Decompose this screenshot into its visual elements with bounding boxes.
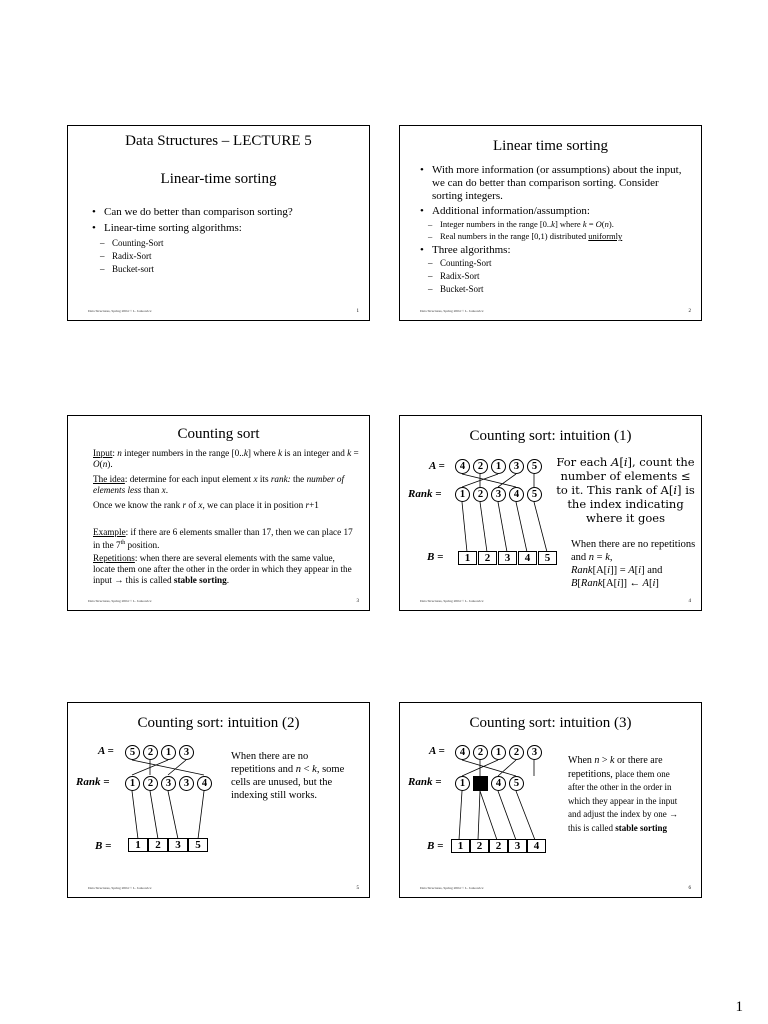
array-b-cell: 3 [498, 551, 517, 565]
array-a-cell: 2 [473, 745, 488, 760]
slide-footer: Data Structures, Spring 2004 © L. Joskowicz [88, 886, 152, 890]
array-b-cell: 1 [458, 551, 477, 565]
slide-number: 4 [688, 599, 691, 604]
rank-cell: 4 [509, 487, 524, 502]
rank-cell: 4 [197, 776, 212, 791]
array-b-cell: 5 [538, 551, 557, 565]
slide-5 [67, 702, 370, 898]
array-b-cell: 1 [128, 838, 148, 852]
rank-cell: 4 [491, 776, 506, 791]
bullet: • With more information (or assumptions) about the input, we can do better than comparison sorting. Consider sorting integers. [420, 164, 689, 203]
slide-2-title: Linear time sorting [493, 138, 608, 154]
sub-bullet: – Counting-Sort [420, 257, 689, 270]
connector-line [132, 760, 204, 775]
array-b-cell: 5 [188, 838, 208, 852]
slide-footer: Data Structures, Spring 2004 © L. Joskowicz [88, 309, 152, 313]
array-b-cell: 2 [489, 839, 508, 853]
sub-bullet: – Real numbers in the range [0,1) distributed uniformly [420, 230, 689, 242]
connector-line [198, 791, 204, 839]
array-b-cell: 2 [148, 838, 168, 852]
rank-cell: 1 [455, 487, 470, 502]
slide-3 [67, 415, 370, 611]
slide-number: 6 [688, 886, 691, 891]
bullet: • Three algorithms: [420, 244, 689, 257]
array-a-cell: 4 [455, 459, 470, 474]
rank-cell: 1 [455, 776, 470, 791]
slide-number: 5 [356, 886, 359, 891]
array-b-label: B = [95, 840, 112, 852]
array-b-cell: 2 [478, 551, 497, 565]
slide-4 [399, 415, 702, 611]
rank-cell: 3 [161, 776, 176, 791]
connector-line [132, 791, 138, 839]
array-a-label: A = [98, 745, 114, 757]
array-a-cell: 3 [179, 745, 194, 760]
connector-line [516, 502, 527, 552]
paragraph-example: Example: if there are 6 elements smaller than 17, then we can place 17 in the 7th position. [93, 527, 353, 551]
sub-bullet: – Radix-Sort [420, 270, 689, 283]
array-a-cell: 1 [491, 745, 506, 760]
array-b-label: B = [427, 840, 444, 852]
note-count-rank: For each A[i], count the number of elements ≤ to it. This rank of A[i] is the index indicating where it goes [556, 455, 695, 525]
array-a-cell: 5 [125, 745, 140, 760]
array-b-cell: 3 [508, 839, 527, 853]
array-a-cell: 3 [509, 459, 524, 474]
slide-footer: Data Structures, Spring 2004 © L. Joskowicz [420, 599, 484, 603]
slide-2-bullets [420, 164, 689, 296]
connector-line [462, 502, 467, 552]
slide-2 [399, 125, 702, 321]
array-b-cell: 3 [168, 838, 188, 852]
array-a-cell: 4 [455, 745, 470, 760]
rank-cell: 5 [509, 776, 524, 791]
array-b-cell: 2 [470, 839, 489, 853]
slide-1-subtitle: Linear-time sorting [160, 171, 277, 187]
array-b-cell: 1 [451, 839, 470, 853]
array-a-cell: 5 [527, 459, 542, 474]
array-b-cell: 4 [518, 551, 537, 565]
slide-1-bullets [92, 206, 361, 276]
paragraph-input: Input: n integer numbers in the range [0..k] where k is an integer and k = O(n). [93, 448, 359, 469]
array-a-cell: 2 [509, 745, 524, 760]
rank-label: Rank = [408, 776, 442, 788]
slide-4-title: Counting sort: intuition (1) [469, 428, 632, 444]
connector-line [150, 791, 158, 839]
rank-cell [473, 776, 488, 791]
array-a-label: A = [429, 460, 445, 472]
array-a-cell: 3 [527, 745, 542, 760]
connector-line [516, 791, 535, 840]
array-a-cell: 1 [491, 459, 506, 474]
rank-cell: 1 [125, 776, 140, 791]
note-unused-cells: When there are no repetitions and n < k, some cells are unused, but the indexing still works. [231, 751, 345, 801]
connector-line [168, 760, 186, 775]
connector-line [498, 791, 516, 840]
rank-cell: 3 [179, 776, 194, 791]
slide-footer: Data Structures, Spring 2004 © L. Joskowicz [88, 599, 152, 603]
slide-5-title: Counting sort: intuition (2) [137, 715, 300, 731]
connector-line [462, 474, 516, 487]
slide-1-title: Data Structures – LECTURE 5 [125, 133, 312, 149]
paragraph-repetitions: Repetitions: when there are several elements with the same value, locate them one after the other in the order in which they appear in the input → this is called stable sorting. [93, 553, 352, 585]
connector-line [480, 502, 487, 552]
paragraph-idea: The idea: determine for each input element x its rank: the number of elements less than x. [93, 474, 345, 495]
sub-bullet: – Counting-Sort [92, 237, 361, 250]
slide-6-title: Counting sort: intuition (3) [469, 715, 632, 731]
connector-line [498, 502, 507, 552]
slide-number: 1 [356, 309, 359, 314]
rank-cell: 2 [473, 487, 488, 502]
connector-line [534, 502, 547, 552]
connector-line [462, 760, 516, 776]
sub-bullet: – Radix-Sort [92, 250, 361, 263]
slide-3-title: Counting sort [177, 426, 260, 442]
slide-6 [399, 702, 702, 898]
array-a-cell: 1 [161, 745, 176, 760]
sub-bullet: – Integer numbers in the range [0..k] where k = O(n). [420, 218, 689, 230]
slide-1 [67, 125, 370, 321]
array-a-label: A = [429, 745, 445, 757]
connector-line [459, 791, 462, 840]
slide-footer: Data Structures, Spring 2004 © L. Joskowicz [420, 886, 484, 890]
sub-bullet: – Bucket-sort [92, 263, 361, 276]
connector-line [478, 791, 480, 840]
note-no-repetitions: When there are no repetitions and n = k, Rank[A[i]] = A[i] and B[Rank[A[i]] ← A[i] [571, 539, 696, 589]
rank-cell: 2 [143, 776, 158, 791]
note-stable-sorting: When n > k or there are repetitions, place them one after the other in the order in which they appear in the input and adjust the index by one → this is called stable sorting [568, 755, 678, 833]
bullet: • Linear-time sorting algorithms: [92, 222, 361, 235]
connector-line [480, 791, 497, 840]
rank-cell: 5 [527, 487, 542, 502]
rank-cell: 3 [491, 487, 506, 502]
bullet: • Additional information/assumption: [420, 205, 689, 218]
page-number: 1 [735, 999, 743, 1015]
sub-bullet: – Bucket-Sort [420, 283, 689, 296]
rank-label: Rank = [76, 776, 110, 788]
paragraph-rank: Once we know the rank r of x, we can place it in position r+1 [93, 500, 319, 510]
slide-footer: Data Structures, Spring 2004 © L. Joskowicz [420, 309, 484, 313]
slide-number: 2 [688, 309, 691, 314]
connector-line [168, 791, 178, 839]
array-a-cell: 2 [473, 459, 488, 474]
array-b-cell: 4 [527, 839, 546, 853]
array-a-cell: 2 [143, 745, 158, 760]
rank-label: Rank = [408, 488, 442, 500]
slide-number: 3 [356, 599, 359, 604]
bullet: • Can we do better than comparison sorting? [92, 206, 361, 219]
array-b-label: B = [427, 551, 444, 563]
